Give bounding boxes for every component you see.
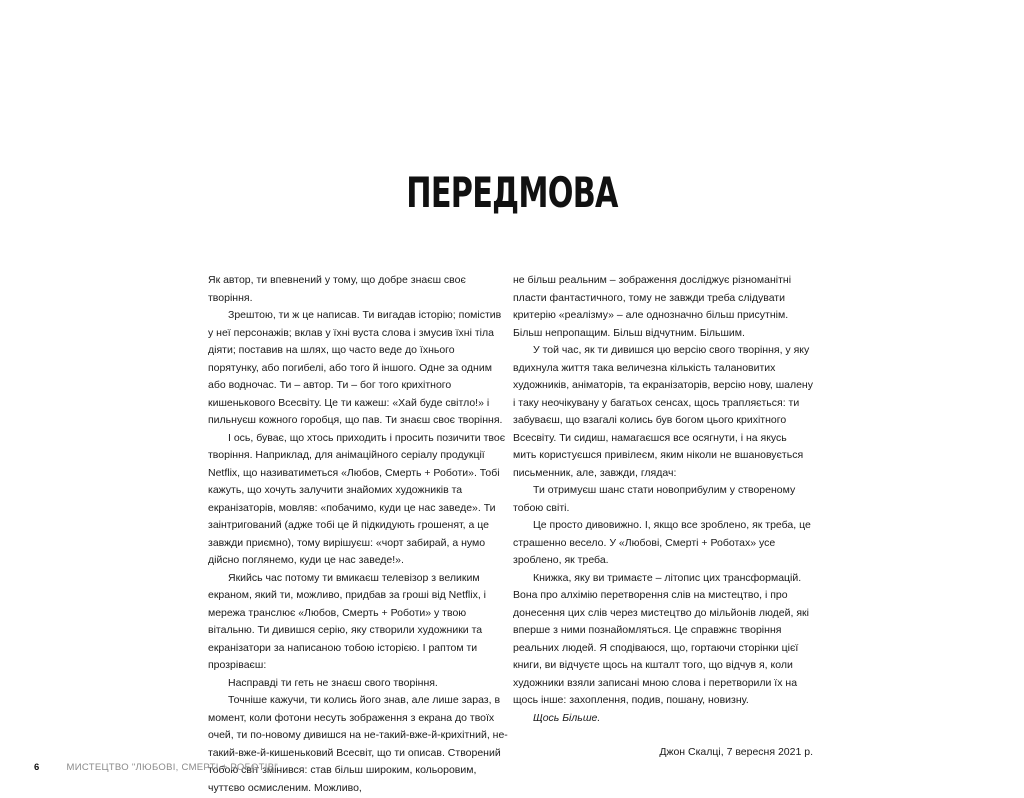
paragraph: Як автор, ти впевнений у тому, що добре знаєш своє творіння. bbox=[208, 274, 466, 304]
closing-italic: Щось Більше. bbox=[533, 711, 601, 724]
paragraph: не більш реальним – зображення досліджує різноманітні пласти фантастичного, тому не завжди треба слідувати критерію «реалізму» – але однозначно більш присутнім. Більш непропащим. Більш відчутним. Більшим. bbox=[513, 274, 792, 339]
paragraph: Це просто дивовижно. І, якщо все зроблено, як треба, це страшенно весело. У «Любові, Смерті + Роботах» усе зроблено, як треба. bbox=[513, 519, 811, 566]
paragraph: У той час, як ти дивишся цю версію свого творіння, у яку вдихнула життя така величезна кількість талановитих художників, аніматорів, та екранізаторів, версію нову, шалену і таку неочікувану у багатьох сенсах, щось трапляється: ти забуваєш, що взагалі колись був богом цього крихітного Всесвіту. Ти сидиш, намагаєшся все осягнути, і на якусь мить користуєшся привілеєм, яким ніколи не вшановується письменник, але, завжди, глядач: bbox=[513, 344, 813, 479]
right-column bbox=[513, 272, 813, 762]
paragraph: І ось, буває, що хтось приходить і просить позичити твоє творіння. Наприклад, для анімаційного серіалу продукції Netflix, що називатиметься «Любов, Смерть + Роботи». Тобі кажуть, що хочуть залучити знайомих художників та екранізаторів, мовляв: «побачимо, куди це нас заведе». Ти заінтригований (адже тобі це й підкидують грошенят, а це завжди приємно), тому вирішуєш: «чорт забирай, а нумо дійсно поглянемо, куди це нас заведе!». bbox=[208, 431, 506, 566]
page-footer bbox=[34, 762, 278, 773]
running-title: МИСТЕЦТВО "ЛЮБОВІ, СМЕРТІ + РОБОТІВ" bbox=[66, 762, 278, 773]
paragraph: Книжка, яку ви тримаєте – літопис цих трансформацій. Вона про алхімію перетворення слів на мистецтво, і про донесення цих слів через мистецтво до мільйонів людей, які вперше з ними познайомляться. Це справжнє творіння реальних людей. Я сподіваюся, що, гортаючи сторінки цієї книги, ви відчуєте щось на кшталт того, що відчув я, коли художники взяли записані мною слова і перетворили їх на щось інше: захоплення, подив, пошану, новизну. bbox=[513, 571, 809, 706]
signature: Джон Скалці, 7 вересня 2021 р. bbox=[659, 746, 813, 758]
paragraph: Зрештою, ти ж це написав. Ти вигадав історію; помістив у неї персонажів; вклав у їхні вуста слова і змусив їхні тіла діяти; поставив на шлях, що часто веде до їхнього порятунку, або погибелі, або того й іншого. Одне за одним або водночас. Ти – автор. Ти – бог того крихітного кишенькового Всесвіту. Це ти кажеш: «Хай буде світло!» і пильнуєш кожного горобця, що пав. Ти знаєш своє творіння. bbox=[208, 309, 503, 426]
left-column bbox=[208, 272, 508, 797]
page-number: 6 bbox=[34, 762, 40, 773]
page-title: ПЕРЕДМОВА bbox=[406, 168, 618, 217]
paragraph: Ти отримуєш шанс стати новоприбулим у створеному тобою світі. bbox=[513, 484, 796, 514]
paragraph: Точніше кажучи, ти колись його знав, але лише зараз, в момент, коли фотони несуть зображення з екрана до твоїх очей, ти по-новому дивишся на не-такий-вже-й-крихітний, не-такий-вже-й-кишеньковий Всесвіт, що ти описав. Створений тобою світ змінився: став більш широким, кольоровим, чуттєво осмисленим. Можливо, bbox=[208, 694, 508, 794]
paragraph: Насправді ти геть не знаєш свого творіння. bbox=[228, 676, 438, 689]
paragraph: Якийсь час потому ти вмикаєш телевізор з великим екраном, який ти, можливо, придбав за гроші від Netflix, і мережа транслює «Любов, Смерть + Роботи» у твою вітальню. Ти дивишся серію, яку створили художники та екранізатори за написаною тобою історією. І раптом ти прозріваєш: bbox=[208, 571, 487, 671]
